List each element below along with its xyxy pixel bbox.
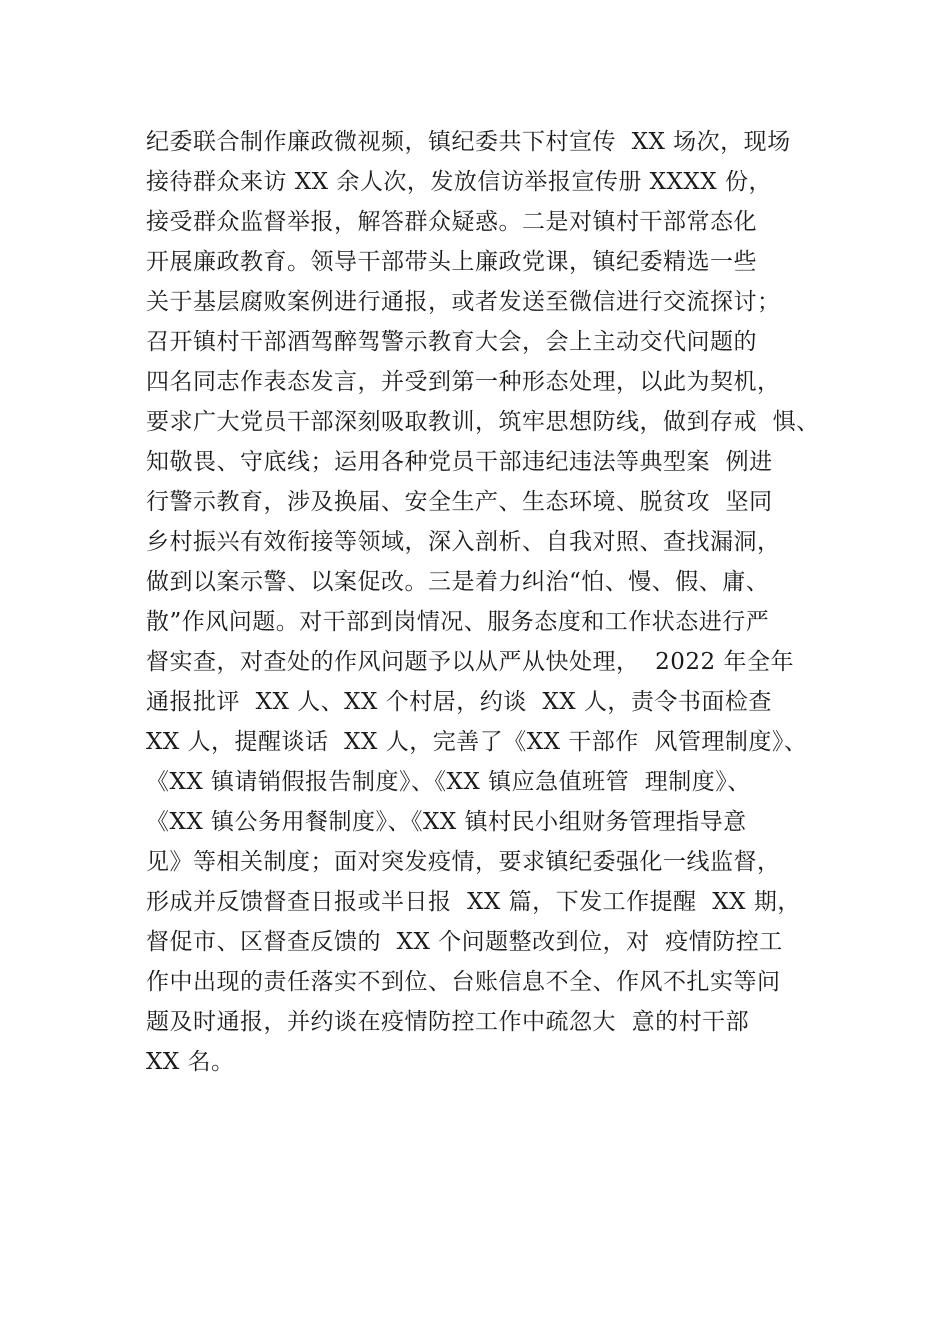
text-line: XX 人，提醒谈话 XX 人，完善了《XX 干部作 风管理制度》、: [146, 729, 808, 755]
text-line: 作中出现的责任落实不到位、台账信息不全、作风不扎实等问: [146, 969, 781, 995]
text-line: 形成并反馈督查日报或半日报 XX 篇，下发工作提醒 XX 期，: [146, 889, 801, 915]
text-line: 散”作风问题。对干部到岗情况、服务态度和工作状态进行严: [146, 609, 770, 635]
text-line: 做到以案示警、以案促改。三是着力纠治“怕、慢、假、庸、: [146, 569, 770, 595]
text-line: 通报批评 XX 人、XX 个村居，约谈 XX 人，责令书面检查: [146, 689, 772, 715]
text-line: 召开镇村干部酒驾醉驾警示教育大会，会上主动交代问题的: [146, 329, 757, 355]
text-line: 关于基层腐败案例进行通报，或者发送至微信进行交流探讨；: [146, 289, 781, 315]
text-line: 开展廉政教育。领导干部带头上廉政党课，镇纪委精选一些: [146, 249, 757, 275]
text-line: 见》等相关制度；面对突发疫情，要求镇纪委强化一线监督，: [146, 849, 781, 875]
text-line: 纪委联合制作廉政微视频，镇纪委共下村宣传 XX 场次，现场: [146, 129, 791, 155]
text-line: 四名同志作表态发言，并受到第一种形态处理，以此为契机，: [146, 369, 781, 395]
text-line: 《XX 镇请销假报告制度》、《XX 镇应急值班管 理制度》、: [146, 769, 751, 795]
text-line: 督促市、区督查反馈的 XX 个问题整改到位，对 疫情防控工: [146, 929, 783, 955]
text-line: 行警示教育，涉及换届、安全生产、生态环境、脱贫攻 坚同: [146, 489, 773, 515]
text-line: 接受群众监督举报，解答群众疑惑。二是对镇村干部常态化: [146, 209, 757, 235]
text-line: 题及时通报，并约谈在疫情防控工作中疏忽大 意的村干部: [146, 1009, 750, 1035]
text-line: XX 名。: [146, 1049, 235, 1075]
text-line: 接待群众来访 XX 余人次，发放信访举报宣传册 XXXX 份，: [146, 169, 772, 195]
text-line: 乡村振兴有效衔接等领域，深入剖析、自我对照、查找漏洞，: [146, 529, 781, 555]
text-line: 知敬畏、守底线；运用各种党员干部违纪违法等典型案 例进: [146, 449, 773, 475]
text-line: 督实查，对查处的作风问题予以从严从快处理， 2022 年全年: [146, 649, 794, 675]
body-paragraph: [146, 122, 846, 1082]
text-line: 《XX 镇公务用餐制度》、《XX 镇村民小组财务管理指导意: [146, 809, 747, 835]
text-line: 要求广大党员干部深刻吸取教训，筑牢思想防线，做到存戒 惧、: [146, 409, 820, 435]
